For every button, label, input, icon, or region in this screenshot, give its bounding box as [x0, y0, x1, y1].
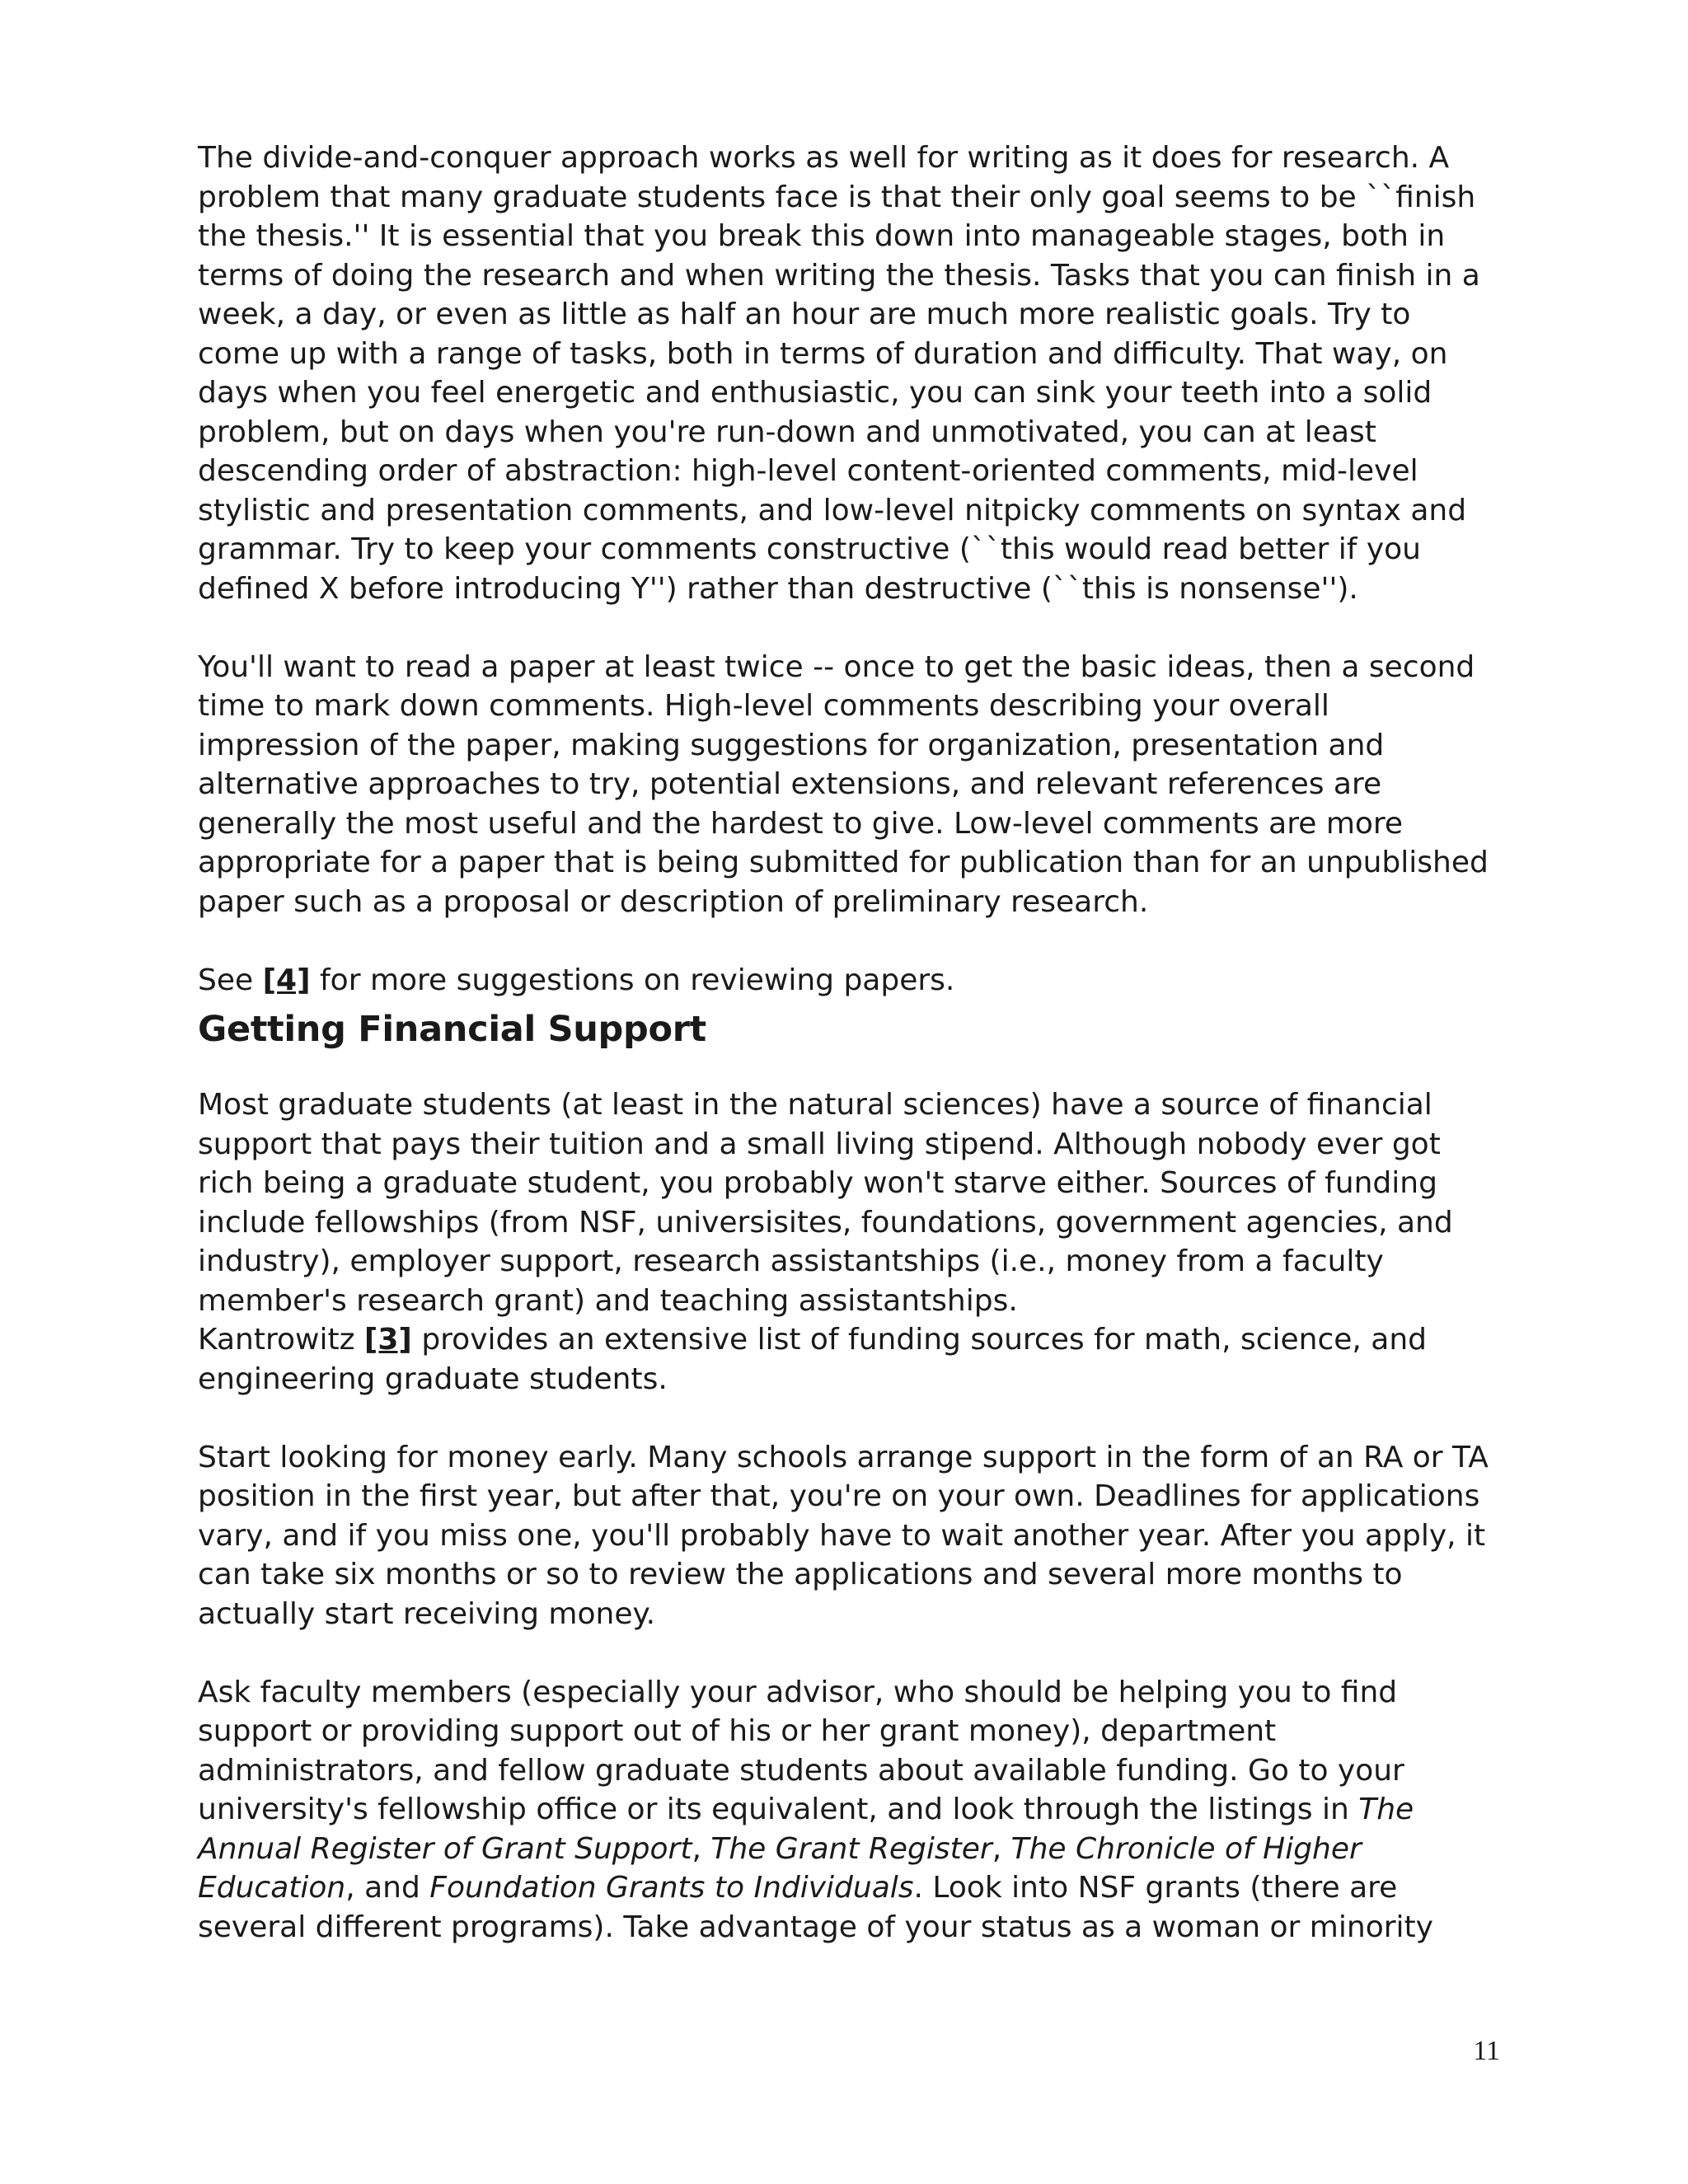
book-title: The Chronicle of Higher Education [198, 1831, 1362, 1905]
paragraph-writing-approach: The divide-and-conquer approach works as well for writing as it does for research. A problem that many graduate students face is that their only goal seems to be ``finish the thesis.'' It is essential that you break this down into manageable stages, both in terms of doing the research and when writing the thesis. Tasks that you can finish in a week, a day, or even as little as half an hour are much more realistic goals. Try to come up with a range of tasks, both in terms of duration and difficulty. That way, on days when you feel energetic and enthusiastic, you can sink your teeth into a solid problem, but on days when you're run-down and unmotivated, you can at least descending order of abstraction: high-level content-oriented comments, mid-level stylistic and presentation comments, and low-level nitpicky comments on syntax and grammar. Try to keep your comments constructive (``this would read better if you defined X before introducing Y'') rather than destructive (``this is nonsense''). [198, 141, 1480, 606]
reference-link-4[interactable]: [4] [262, 963, 311, 997]
text-segment: See [198, 963, 263, 997]
book-title: Foundation Grants to Individuals [429, 1871, 914, 1905]
paragraph-start-early: Start looking for money early. Many schools arrange support in the form of an RA or TA position in the first year, but after that, you're on your own. Deadlines for applications vary, and if you miss one, you'll probably have to wait another year. After you apply, it can take six months or so to review the applications and several more months to actually start receiving money. [198, 1440, 1489, 1631]
paragraph-kantrowitz [198, 1320, 1500, 1399]
text-segment: . Look into NSF grants (there are several different programs). Take advantage of your status as a woman or minority [198, 1871, 1433, 1944]
paragraph-ask-faculty [198, 1673, 1500, 1947]
book-title: The Annual Register of Grant Support [198, 1793, 1414, 1866]
text-segment: provides an extensive list of funding sources for math, science, and engineering graduate students. [198, 1323, 1428, 1396]
text-segment: Kantrowitz [198, 1323, 364, 1357]
document-page [198, 138, 1500, 1947]
paragraph-reading-papers: You'll want to read a paper at least twice -- once to get the basic ideas, then a second time to mark down comments. High-level comments describing your overall impression of the paper, making suggestions for organization, presentation and alternative approaches to try, potential extensions, and relevant references are generally the most useful and the hardest to give. Low-level comments are more appropriate for a paper that is being submitted for publication than for an unpublished paper such as a proposal or description of preliminary research. [198, 649, 1489, 919]
page-number: 11 [1473, 2036, 1500, 2066]
text-segment: , and [345, 1871, 430, 1905]
reference-link-3[interactable]: [3] [363, 1323, 412, 1357]
text-segment: , [692, 1831, 711, 1866]
book-title: The Grant Register [710, 1831, 992, 1866]
paragraph-see-reference [198, 961, 1500, 1001]
text-segment: , [992, 1831, 1011, 1866]
section-heading: Getting Financial Support [198, 1009, 706, 1050]
text-segment: Ask faculty members (especially your advisor, who should be helping you to find support or providing support out of his or her grant money), department administrators, and fellow graduate students about available funding. Go to your university's fellowship office or its equivalent, and look through the listings in [198, 1675, 1404, 1826]
text-segment: for more suggestions on reviewing papers. [310, 963, 955, 997]
paragraph-funding-sources: Most graduate students (at least in the natural sciences) have a source of financial support that pays their tuition and a small living stipend. Although nobody ever got rich being a graduate student, you probably won't starve either. Sources of funding include fellowships (from NSF, universisites, foundations, government agencies, and industry), employer support, research assistantships (i.e., money from a faculty member's research grant) and teaching assistantships. [198, 1088, 1453, 1318]
